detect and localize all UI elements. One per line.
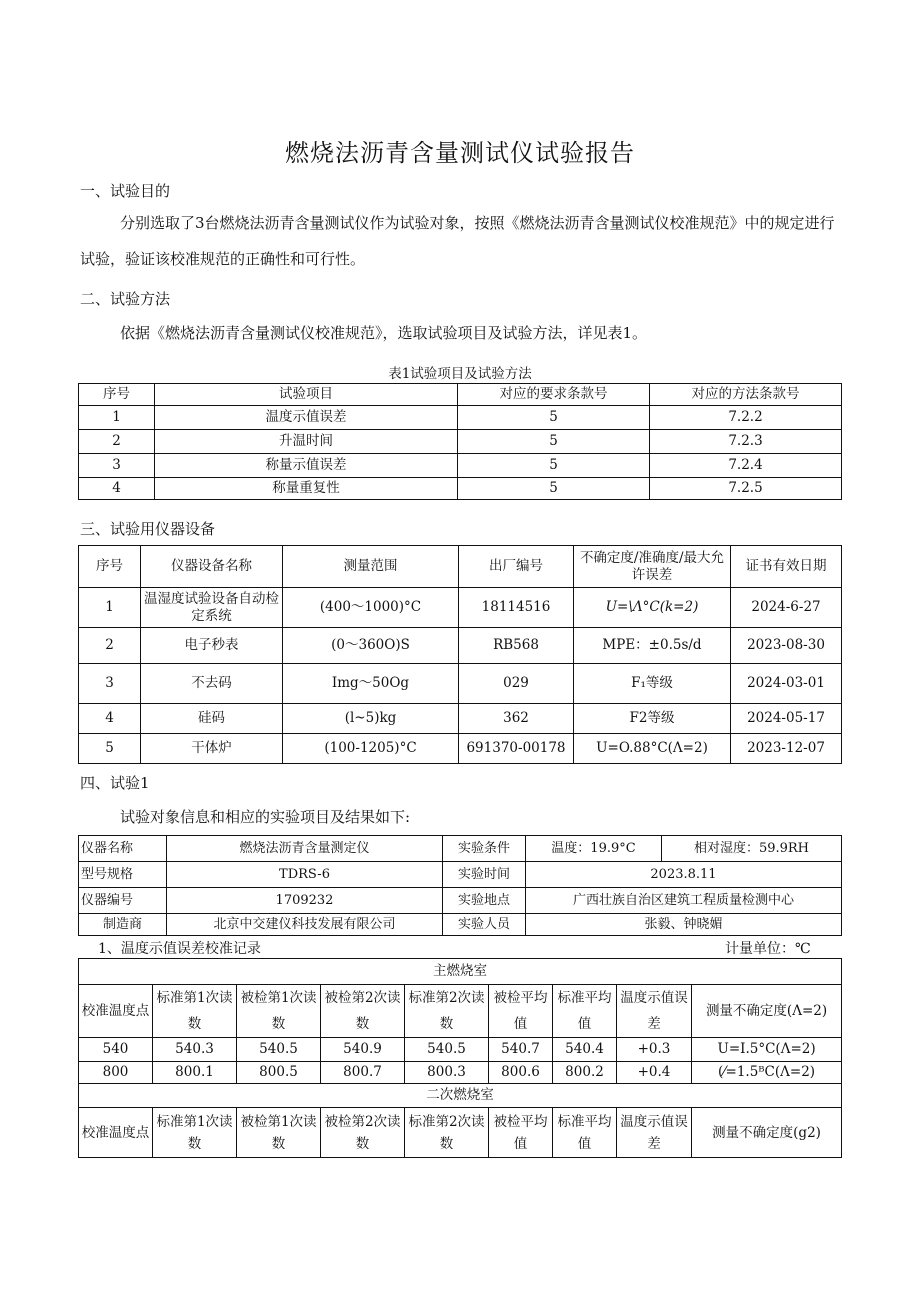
calib-cell: 540.9 bbox=[321, 1038, 405, 1062]
table1-header: 对应的要求条款号 bbox=[458, 384, 650, 406]
table2-header: 测量范围 bbox=[283, 546, 459, 588]
table1-caption: 表1试验项目及试验方法 bbox=[388, 366, 532, 382]
section-1-heading: 一、试验目的 bbox=[80, 182, 171, 200]
main-chamber-title: 主燃烧室 bbox=[79, 959, 842, 985]
calib-header: 校准温度点 bbox=[79, 1108, 153, 1158]
info-value: 相对湿度：59.9RH bbox=[662, 836, 842, 862]
calib-cell: 800 bbox=[79, 1062, 153, 1084]
table2-cell: 2 bbox=[79, 628, 141, 664]
table1-cell: 1 bbox=[79, 406, 155, 430]
table1-cell: 温度示值误差 bbox=[155, 406, 458, 430]
table2-cell: 2023-12-07 bbox=[731, 734, 842, 764]
calib-cell: 540.5 bbox=[237, 1038, 321, 1062]
table2-cell: (0～360O)S bbox=[283, 628, 459, 664]
instrument-info-table bbox=[78, 835, 842, 936]
section-2-paragraph: 依据《燃烧法沥青含量测试仪校准规范》，选取试验项目及试验方法，详见表1。 bbox=[120, 324, 648, 342]
calib-cell: +0.4 bbox=[617, 1062, 692, 1084]
table2-cell: (100-1205)°C bbox=[283, 734, 459, 764]
calib-cell: 800.3 bbox=[405, 1062, 489, 1084]
table2-cell: F2等级 bbox=[574, 704, 731, 734]
info-label: 制造商 bbox=[79, 914, 167, 936]
table2-cell: 2024-05-17 bbox=[731, 704, 842, 734]
table2-cell: (400～1000)°C bbox=[283, 588, 459, 628]
info-label: 实验条件 bbox=[443, 836, 526, 862]
table2-cell: U=\Λ°C(k=2) bbox=[574, 588, 731, 628]
table2-cell: MPE：±0.5s/d bbox=[574, 628, 731, 664]
table2-header: 出厂编号 bbox=[459, 546, 574, 588]
calib-header: 校准温度点 bbox=[79, 985, 153, 1038]
table1-cell: 称量示值误差 bbox=[155, 454, 458, 478]
info-value: TDRS-6 bbox=[167, 862, 443, 888]
calib-header: 被检第1次读数 bbox=[237, 1108, 321, 1158]
table2-header: 序号 bbox=[79, 546, 141, 588]
calib-header: 被检第1次读数 bbox=[237, 985, 321, 1038]
calib-header: 标准第1次读数 bbox=[153, 1108, 237, 1158]
table2-cell: 1 bbox=[79, 588, 141, 628]
calib-cell: U=I.5°C(Λ=2) bbox=[692, 1038, 842, 1062]
equipment-table bbox=[78, 545, 842, 764]
calib-cell: +0.3 bbox=[617, 1038, 692, 1062]
info-value: 张毅、钟晓媚 bbox=[526, 914, 842, 936]
table2-cell: 5 bbox=[79, 734, 141, 764]
table1-cell: 4 bbox=[79, 478, 155, 500]
table1-cell: 5 bbox=[458, 406, 650, 430]
info-label: 仪器编号 bbox=[79, 888, 167, 914]
table2-cell: F₁等级 bbox=[574, 664, 731, 704]
calib-header: 被检第2次读数 bbox=[321, 1108, 405, 1158]
calib-header: 测量不确定度(g2) bbox=[692, 1108, 842, 1158]
info-label: 实验人员 bbox=[443, 914, 526, 936]
table1-header: 序号 bbox=[79, 384, 155, 406]
table2-cell: 温湿度试验设备自动检定系统 bbox=[141, 588, 283, 628]
table2-header: 仪器设备名称 bbox=[141, 546, 283, 588]
info-label: 仪器名称 bbox=[79, 836, 167, 862]
section-4-paragraph: 试验对象信息和相应的实验项目及结果如下: bbox=[120, 808, 411, 826]
table2-cell: 硅码 bbox=[141, 704, 283, 734]
calib-header: 温度示值误差 bbox=[617, 1108, 692, 1158]
table1-cell: 7.2.2 bbox=[650, 406, 842, 430]
table2-cell: 2024-6-27 bbox=[731, 588, 842, 628]
calib-cell: 540.3 bbox=[153, 1038, 237, 1062]
calib-cell: 800.5 bbox=[237, 1062, 321, 1084]
table1-cell: 升温时间 bbox=[155, 430, 458, 454]
table1-cell: 5 bbox=[458, 430, 650, 454]
table2-cell: 691370-00178 bbox=[459, 734, 574, 764]
temperature-calibration-table bbox=[78, 958, 842, 1158]
calib-header: 标准第2次读数 bbox=[405, 1108, 489, 1158]
info-label: 实验时间 bbox=[443, 862, 526, 888]
info-label: 实验地点 bbox=[443, 888, 526, 914]
table2-header: 证书有效日期 bbox=[731, 546, 842, 588]
section-3-heading: 三、试验用仪器设备 bbox=[80, 520, 216, 538]
table2-cell: U=O.88°C(Λ=2) bbox=[574, 734, 731, 764]
calib-cell: 540.7 bbox=[489, 1038, 553, 1062]
table1-header: 试验项目 bbox=[155, 384, 458, 406]
table2-cell: 电子秒表 bbox=[141, 628, 283, 664]
table2-cell: 干体炉 bbox=[141, 734, 283, 764]
calib-header: 标准第2次读数 bbox=[405, 985, 489, 1038]
calib-cell: 800.7 bbox=[321, 1062, 405, 1084]
table1-cell: 2 bbox=[79, 430, 155, 454]
info-value: 2023.8.11 bbox=[526, 862, 842, 888]
section-4-heading: 四、试验1 bbox=[80, 774, 150, 792]
calib-header: 被检第2次读数 bbox=[321, 985, 405, 1038]
calib-header: 标准平均值 bbox=[553, 985, 617, 1038]
table2-cell: 3 bbox=[79, 664, 141, 704]
subsection-heading: 1、温度示值误差校准记录 bbox=[98, 941, 261, 957]
info-value: 1709232 bbox=[167, 888, 443, 914]
test-items-table bbox=[78, 383, 842, 500]
table2-cell: RB568 bbox=[459, 628, 574, 664]
table1-cell: 5 bbox=[458, 478, 650, 500]
info-value: 广西壮族自治区建筑工程质量检测中心 bbox=[526, 888, 842, 914]
secondary-chamber-title: 二次燃烧室 bbox=[79, 1084, 842, 1108]
calib-header: 被检平均值 bbox=[489, 1108, 553, 1158]
calib-cell: 800.1 bbox=[153, 1062, 237, 1084]
calib-header: 标准平均值 bbox=[553, 1108, 617, 1158]
calib-header: 测量不确定度(Λ=2) bbox=[692, 985, 842, 1038]
table1-cell: 5 bbox=[458, 454, 650, 478]
calib-cell: (⁄=1.5ᴮC(Λ=2) bbox=[692, 1062, 842, 1084]
table2-cell: 029 bbox=[459, 664, 574, 704]
section-2-heading: 二、试验方法 bbox=[80, 290, 171, 308]
table1-cell: 3 bbox=[79, 454, 155, 478]
info-label: 型号规格 bbox=[79, 862, 167, 888]
section-1-paragraph: 分别选取了3台燃烧法沥青含量测试仪作为试验对象，按照《燃烧法沥青含量测试仪校准规范》中的规定进行试验，验证该校准规范的正确性和可行性。 bbox=[80, 214, 835, 268]
info-value: 北京中交建仪科技发展有限公司 bbox=[167, 914, 443, 936]
table2-cell: Img～50Og bbox=[283, 664, 459, 704]
calib-cell: 540.5 bbox=[405, 1038, 489, 1062]
table2-cell: 不去码 bbox=[141, 664, 283, 704]
calib-cell: 800.2 bbox=[553, 1062, 617, 1084]
table2-cell: (l~5)kg bbox=[283, 704, 459, 734]
info-value: 燃烧法沥青含量测定仪 bbox=[167, 836, 443, 862]
calib-header: 标准第1次读数 bbox=[153, 985, 237, 1038]
table2-cell: 2024-03-01 bbox=[731, 664, 842, 704]
calib-header: 被检平均值 bbox=[489, 985, 553, 1038]
table2-cell: 2023-08-30 bbox=[731, 628, 842, 664]
table1-cell: 7.2.4 bbox=[650, 454, 842, 478]
table2-cell: 4 bbox=[79, 704, 141, 734]
calib-cell: 800.6 bbox=[489, 1062, 553, 1084]
table1-cell: 称量重复性 bbox=[155, 478, 458, 500]
table2-cell: 362 bbox=[459, 704, 574, 734]
page-title: 燃烧法沥青含量测试仪试验报告 bbox=[285, 139, 635, 167]
calib-header: 温度示值误差 bbox=[617, 985, 692, 1038]
table2-header: 不确定度/准确度/最大允许误差 bbox=[574, 546, 731, 588]
info-value: 温度：19.9°C bbox=[526, 836, 662, 862]
table1-cell: 7.2.5 bbox=[650, 478, 842, 500]
table1-cell: 7.2.3 bbox=[650, 430, 842, 454]
unit-label: 计量单位：℃ bbox=[725, 941, 811, 957]
table2-cell: 18114516 bbox=[459, 588, 574, 628]
calib-cell: 540.4 bbox=[553, 1038, 617, 1062]
table1-header: 对应的方法条款号 bbox=[650, 384, 842, 406]
calib-cell: 540 bbox=[79, 1038, 153, 1062]
